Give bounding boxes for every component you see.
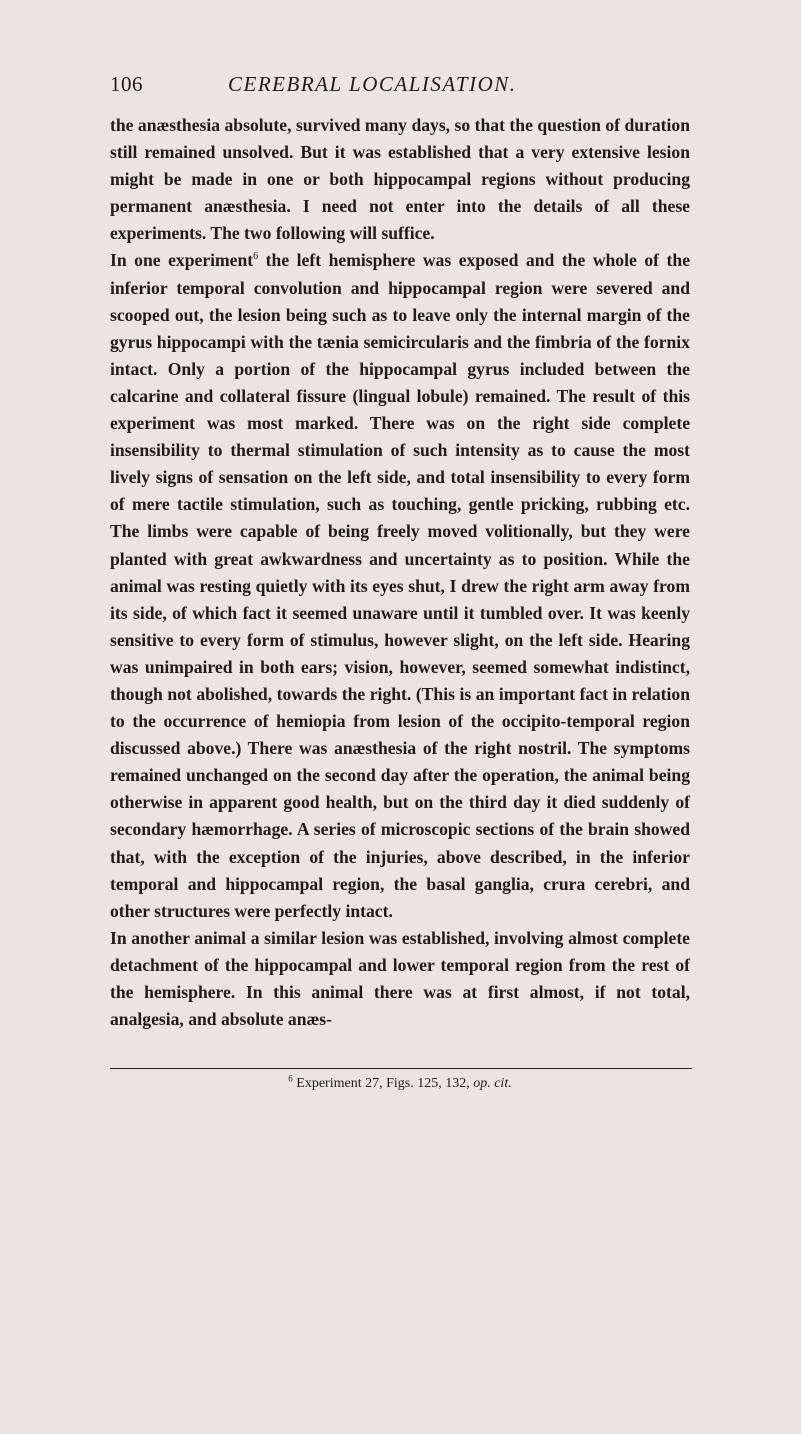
footnote-marker: 6 <box>288 1073 293 1084</box>
paragraph-1: the anæsthesia absolute, survived many days, so that the question of duration still remained unsolved. But it was established that a very extensive lesion might be made in one or both hippocampal regions without producing permanent anæsthesia. I need not enter into the details of all these experiments. The two following will suffice. <box>110 115 690 244</box>
footnote-divider <box>110 1068 692 1069</box>
page-number: 106 <box>110 72 143 96</box>
footnote <box>110 1074 690 1094</box>
paragraph-2-start: In one experiment <box>110 250 254 271</box>
footnote-text: Experiment 27, Figs. 125, 132, <box>292 1076 474 1091</box>
paragraph-2 <box>110 247 690 924</box>
body-text <box>110 112 690 1033</box>
paragraph-2-rest: the left hemisphere was exposed and the whole of the inferior temporal convolution and hippocampal region were severed and scooped out, the lesion being such as to leave only the internal margin of the gyrus hippocampi with the tænia semicircularis and the fimbria of the fornix intact. Only a portion of the hippocampal gyrus included between the calcarine and collateral fissure (lingual lobule) remained. The result of this experiment was most marked. There was on the right side complete insensibility to thermal stimulation of such intensity as to cause the most lively signs of sensation on the left side, and total insensibility to every form of mere tactile stimulation, such as touching, gentle pricking, rubbing etc. The limbs were capable of being freely moved volitionally, but they were planted with great awkwardness and uncertainty as to position. While the animal was resting quietly with its eyes shut, I drew the right arm away from its side, of which fact it seemed unaware until it tumbled over. It was keenly sensitive to every form of stimulus, however slight, on the left side. Hearing was unimpaired in both ears; vision, however, seemed somewhat indistinct, though not abolished, towards the right. (This is an important fact in relation to the occurrence of hemiopia from lesion of the occipito-temporal region discussed above.) There was anæsthesia of the right nostril. The symptoms remained unchanged on the second day after the operation, the animal being otherwise in apparent good health, but on the third day it died suddenly of secondary hæmorrhage. A series of microscopic sections of the brain showed that, with the exception of the injuries, above described, in the inferior temporal and hippocampal region, the basal ganglia, crura cerebri, and other structures were perfectly intact. <box>110 250 691 921</box>
running-title: CEREBRAL LOCALISATION. <box>228 72 517 96</box>
paragraph-3: In another animal a similar lesion was established, involving almost complete detachment of the hippocampal and lower temporal region from the rest of the hemisphere. In this animal there was at first almost, if not total, analgesia, and absolute anæs- <box>110 927 690 1030</box>
running-head <box>110 72 690 104</box>
footnote-citation: op. cit. <box>473 1076 512 1091</box>
footnote-reference[interactable]: 6 <box>253 251 259 263</box>
